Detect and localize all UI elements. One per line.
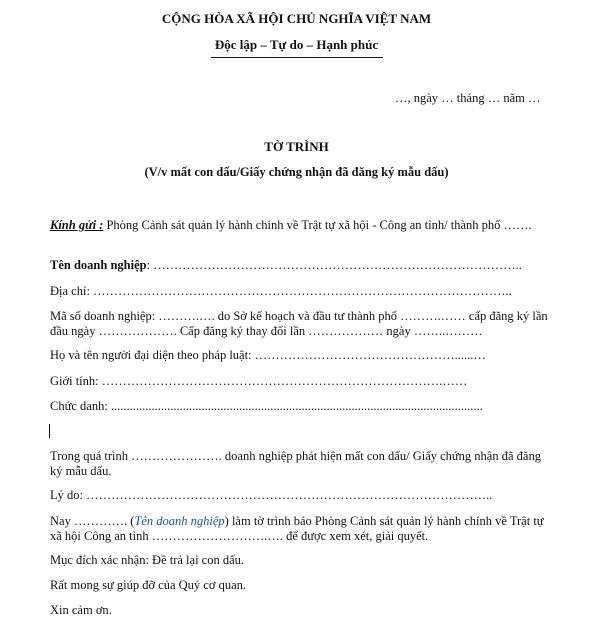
date-line: …, ngày … tháng … năm … (395, 91, 541, 105)
thanks-line: Xin cảm ơn. (50, 603, 112, 617)
process-paragraph: Trong quá trình …………………. doanh nghiệp phát hiện mất con dấu/ Giấy chứng nhận đã đăng ký mẫu dấu. (50, 449, 541, 478)
position-line: Chức danh: ....................................................................................................................... (50, 399, 483, 413)
address-line: Địa chỉ: ……………………………………………………………………………………….. (50, 284, 512, 298)
company-name-label: Tên doanh nghiệp (50, 258, 147, 272)
registration-paragraph: Mã số doanh nghiệp: ……….…. do Sở kế hoạch và đầu tư thành phố ……….…… cấp đăng ký lần đầu ngày ………………. Cấp đăng ký thay đổi lần ……………… ngày ……..……… (50, 309, 548, 338)
document-title: TỜ TRÌNH (264, 139, 329, 154)
addressee-value: Phòng Cảnh sát quản lý hành chính về Trật tự xã hội - Công an tỉnh/ thành phố ……. (103, 218, 532, 232)
gender-line: Giới tính: ……………………………………………………………………….…… (50, 374, 468, 388)
request-company-placeholder: Tên doanh nghiệp (134, 514, 225, 528)
text-cursor (49, 424, 50, 438)
document-subject: (V/v mất con dấu/Giấy chứng nhận đã đăng ký mẫu dấu) (144, 165, 449, 179)
courtesy-line: Rất mong sự giúp đỡ của Quý cơ quan. (50, 578, 247, 592)
purpose-line: Mục đích xác nhận: Đề trả lại con dấu. (50, 553, 245, 567)
request-suffix: ) làm tờ trình báo Phòng Cảnh sát quản lý hành chính về Trật tự xã hội Công an tỉnh ……………………….…. để được xem xét, giải quyết. (50, 514, 544, 543)
motto: Độc lập – Tự do – Hạnh phúc (214, 37, 379, 52)
company-name-value: : …………………………………………………………………………….. (146, 258, 522, 272)
reason-line: Lý do: …………………………………………………………………………………….. (50, 488, 493, 502)
request-paragraph (50, 514, 554, 544)
motto-underline (211, 57, 383, 58)
addressee-line (50, 218, 532, 233)
request-prefix: Nay …………. ( (50, 514, 135, 528)
addressee-label: Kính gửi : (50, 218, 104, 232)
company-name-line (50, 258, 522, 273)
national-title: CỘNG HÒA XÃ HỘI CHỦ NGHĨA VIỆT NAM (161, 11, 432, 26)
legal-rep-line: Họ và tên người đại diện theo pháp luật: …………………………………………......… (50, 348, 486, 362)
